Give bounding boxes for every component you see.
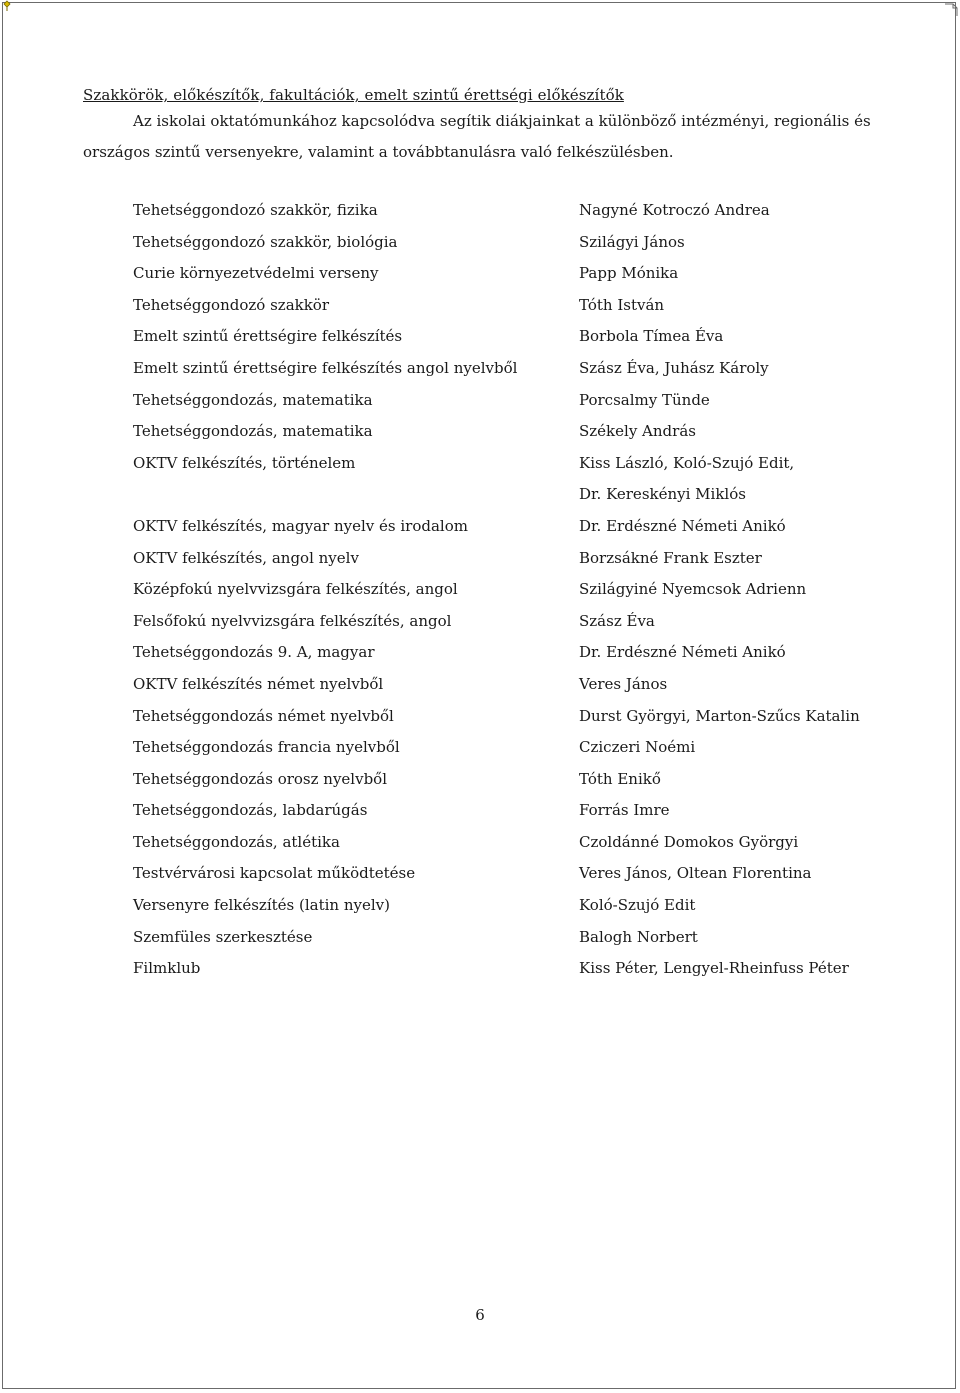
activity-topic: Curie környezetvédelmi verseny [133, 264, 379, 283]
intro-line-1: Az iskolai oktatómunkához kapcsolódva segítik diákjainkat a különböző intézményi, regionális és [133, 112, 871, 130]
activity-teacher: Veres János, Oltean Florentina [579, 864, 812, 883]
activity-topic: OKTV felkészítés német nyelvből [133, 674, 384, 693]
activity-row [133, 293, 893, 325]
activity-topic: Tehetséggondozás, labdarúgás [133, 801, 368, 820]
activity-topic: Filmklub [133, 959, 201, 978]
activity-teacher: Nagyné Kotroczó Andrea [579, 201, 770, 219]
activity-topic: Tehetséggondozó szakkör [133, 295, 330, 314]
activity-row [133, 861, 893, 893]
activity-topic: Tehetséggondozás, atlétika [133, 832, 340, 851]
activity-teacher: Forrás Imre [579, 801, 670, 820]
activity-teacher: Kiss László, Koló-Szujó Edit, [579, 453, 795, 472]
page-number: 6 [475, 1306, 485, 1324]
activity-row [133, 324, 893, 356]
activity-teacher: Borbola Tímea Éva [579, 327, 724, 346]
activity-topic: Tehetséggondozás, matematika [133, 390, 373, 409]
activity-row [133, 830, 893, 862]
activity-row [133, 198, 893, 230]
activity-teacher: Szász Éva [579, 611, 655, 630]
activity-list [133, 198, 893, 988]
activity-row [133, 419, 893, 451]
activity-topic: Tehetséggondozás orosz nyelvből [133, 769, 388, 788]
activity-topic: Emelt szintű érettségire felkészítés angol nyelvből [133, 358, 518, 377]
activity-row [133, 956, 893, 988]
activity-row [133, 546, 893, 578]
activity-topic: Felsőfokú nyelvvizsgára felkészítés, angol [133, 611, 452, 630]
pin-icon [2, 0, 12, 12]
activity-row [133, 893, 893, 925]
activity-teacher: Papp Mónika [579, 264, 679, 283]
activity-row [133, 798, 893, 830]
activity-topic: Tehetséggondozás francia nyelvből [133, 738, 400, 757]
activity-topic: Szemfüles szerkesztése [133, 927, 313, 946]
page-corner-icon [944, 2, 958, 16]
activity-row [133, 261, 893, 293]
activity-teacher: Czoldánné Domokos Györgyi [579, 832, 799, 851]
activity-row [133, 482, 893, 514]
activity-teacher: Szilágyiné Nyemcsok Adrienn [579, 580, 807, 599]
activity-topic: Tehetséggondozás, matematika [133, 422, 373, 441]
activity-teacher: Tóth Enikő [579, 769, 661, 788]
activity-teacher: Szilágyi János [579, 232, 685, 251]
activity-teacher: Tóth István [579, 295, 665, 314]
intro-paragraph [83, 106, 877, 168]
activity-topic: OKTV felkészítés, történelem [133, 453, 356, 472]
activity-teacher: Cziczeri Noémi [579, 738, 696, 757]
activity-teacher: Szász Éva, Juhász Károly [579, 358, 769, 377]
activity-teacher: Dr. Erdészné Németi Anikó [579, 643, 786, 662]
activity-topic: Emelt szintű érettségire felkészítés [133, 327, 403, 346]
activity-row [133, 704, 893, 736]
section-heading: Szakkörök, előkészítők, fakultációk, emelt szintű érettségi előkészítők [83, 86, 624, 104]
intro-line-2: országos szintű versenyekre, valamint a továbbtanulásra való felkészülésben. [83, 143, 674, 161]
activity-teacher: Dr. Erdészné Németi Anikó [579, 516, 786, 535]
activity-topic: Testvérvárosi kapcsolat működtetése [133, 864, 416, 883]
activity-teacher: Borzsákné Frank Eszter [579, 548, 762, 567]
activity-teacher: Durst Györgyi, Marton-Szűcs Katalin [579, 706, 860, 725]
activity-topic: Középfokú nyelvvizsgára felkészítés, angol [133, 580, 458, 599]
activity-row [133, 388, 893, 420]
activity-row [133, 451, 893, 483]
activity-teacher: Kiss Péter, Lengyel-Rheinfuss Péter [579, 959, 849, 978]
activity-teacher: Koló-Szujó Edit [579, 896, 696, 915]
activity-teacher: Porcsalmy Tünde [579, 390, 710, 409]
activity-topic: Versenyre felkészítés (latin nyelv) [133, 896, 390, 915]
activity-row [133, 640, 893, 672]
activity-row [133, 609, 893, 641]
activity-topic: Tehetséggondozás német nyelvből [133, 706, 394, 725]
activity-row [133, 767, 893, 799]
activity-row [133, 230, 893, 262]
activity-topic: Tehetséggondozó szakkör, biológia [133, 232, 398, 251]
activity-teacher: Veres János [579, 674, 668, 693]
activity-topic: Tehetséggondozó szakkör, fizika [133, 201, 378, 219]
activity-topic: Tehetséggondozás 9. A, magyar [133, 643, 375, 662]
activity-teacher: Balogh Norbert [579, 927, 698, 946]
activity-row [133, 356, 893, 388]
activity-row [133, 514, 893, 546]
activity-row [133, 577, 893, 609]
activity-topic: OKTV felkészítés, magyar nyelv és irodalom [133, 516, 468, 535]
activity-row [133, 672, 893, 704]
activity-row [133, 925, 893, 957]
activity-teacher: Székely András [579, 422, 696, 441]
activity-row [133, 735, 893, 767]
activity-topic: OKTV felkészítés, angol nyelv [133, 548, 359, 567]
activity-teacher: Dr. Kereskényi Miklós [579, 485, 746, 504]
